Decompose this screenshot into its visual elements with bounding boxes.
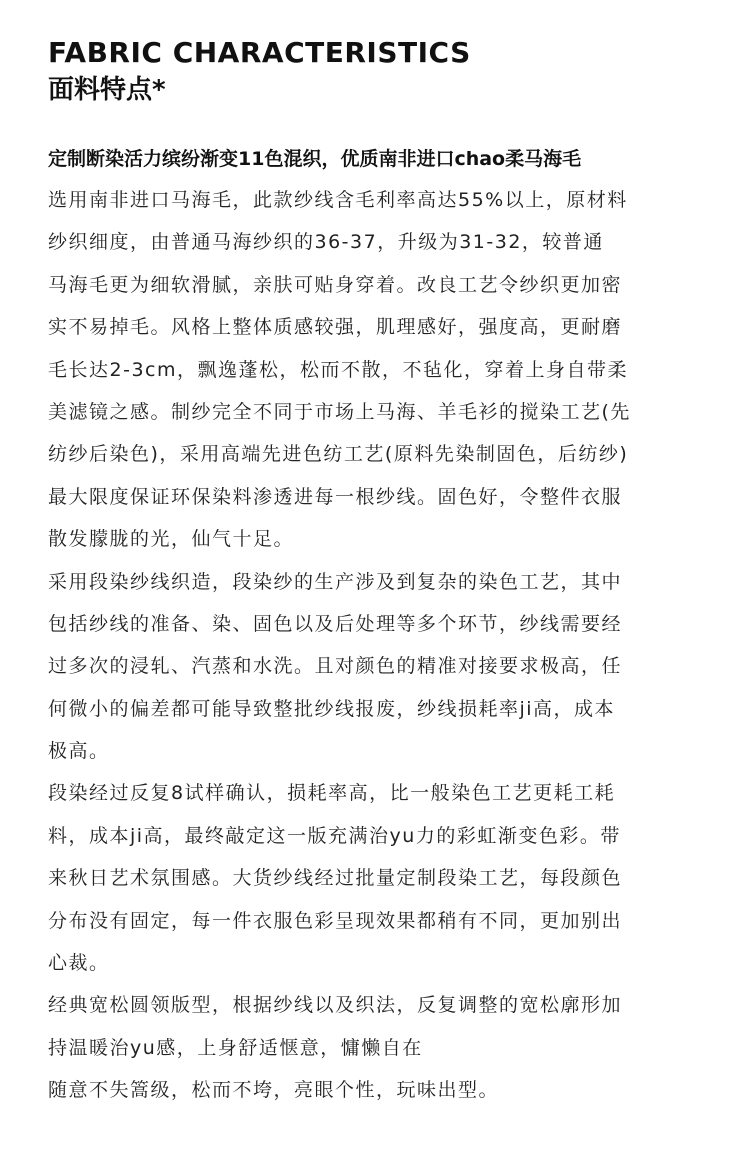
- paragraph-line: 纱织细度，由普通马海纱织的36-37，升级为31-32，较普通: [48, 231, 604, 254]
- paragraph-line: 过多次的浸轧、汽蒸和水洗。且对颜色的精准对接要求极高，任: [48, 655, 623, 678]
- paragraph-line: 何微小的偏差都可能导致整批纱线报废，纱线损耗率ji高，成本: [48, 697, 616, 720]
- paragraph-line: 选用南非进口马海毛，此款纱线含毛利率高达55%以上，原材料: [48, 189, 628, 211]
- paragraph-line: 心裁。: [48, 952, 110, 975]
- fabric-description: [48, 179, 718, 1112]
- paragraph-line: 经典宽松圆领版型，根据纱线以及织法，反复调整的宽松廓形加: [48, 994, 623, 1017]
- description-paragraph: [48, 179, 718, 561]
- paragraph-line: 采用段染纱线织造，段染纱的生产涉及到复杂的染色工艺，其中: [48, 570, 623, 593]
- paragraph-line: 段染经过反复8试样确认，损耗率高，比一般染色工艺更耗工耗: [48, 782, 616, 805]
- paragraph-line: 料，成本ji高，最终敲定这一版充满治yu力的彩虹渐变色彩。带: [48, 824, 621, 847]
- paragraph-line: 随意不失篙级，松而不垮，亮眼个性，玩味出型。: [48, 1079, 500, 1102]
- description-paragraph: [48, 1069, 718, 1111]
- paragraph-line: 来秋日艺术氛围感。大货纱线经过批量定制段染工艺，每段颜色: [48, 867, 623, 890]
- description-paragraph: [48, 772, 718, 984]
- paragraph-line: 马海毛更为细软滑腻，亲肤可贴身穿着。改良工艺令纱织更加密: [48, 273, 623, 296]
- paragraph-line: 散发朦胧的光，仙气十足。: [48, 528, 295, 551]
- section-title-chinese: 面料特点*: [48, 75, 166, 105]
- paragraph-line: 纺纱后染色)，采用高端先进色纺工艺(原料先染制固色，后纺纱): [48, 443, 629, 466]
- fabric-headline: 定制断染活力缤纷渐变11色混织，优质南非进口chao柔马海毛: [48, 148, 582, 170]
- paragraph-line: 实不易掉毛。风格上整体质感较强，肌理感好，强度高，更耐磨: [48, 316, 623, 339]
- paragraph-line: 持温暖治yu感，上身舒适惬意，慵懒自在: [48, 1036, 423, 1059]
- description-paragraph: [48, 561, 718, 773]
- description-paragraph: [48, 984, 718, 1069]
- paragraph-line: 包括纱线的准备、染、固色以及后处理等多个环节，纱线需要经: [48, 612, 623, 635]
- fabric-section: [48, 36, 718, 1112]
- paragraph-line: 美滤镜之感。制纱完全不同于市场上马海、羊毛衫的搅染工艺(先: [48, 400, 631, 423]
- paragraph-line: 最大限度保证环保染料渗透进每一根纱线。固色好，令整件衣服: [48, 485, 623, 508]
- paragraph-line: 极高。: [48, 740, 110, 763]
- paragraph-line: 分布没有固定，每一件衣服色彩呈现效果都稍有不同，更加别出: [48, 909, 623, 932]
- paragraph-line: 毛长达2-3cm，飘逸蓬松，松而不散，不毡化，穿着上身自带柔: [48, 358, 628, 381]
- section-title-english: FABRIC CHARACTERISTICS: [48, 36, 471, 69]
